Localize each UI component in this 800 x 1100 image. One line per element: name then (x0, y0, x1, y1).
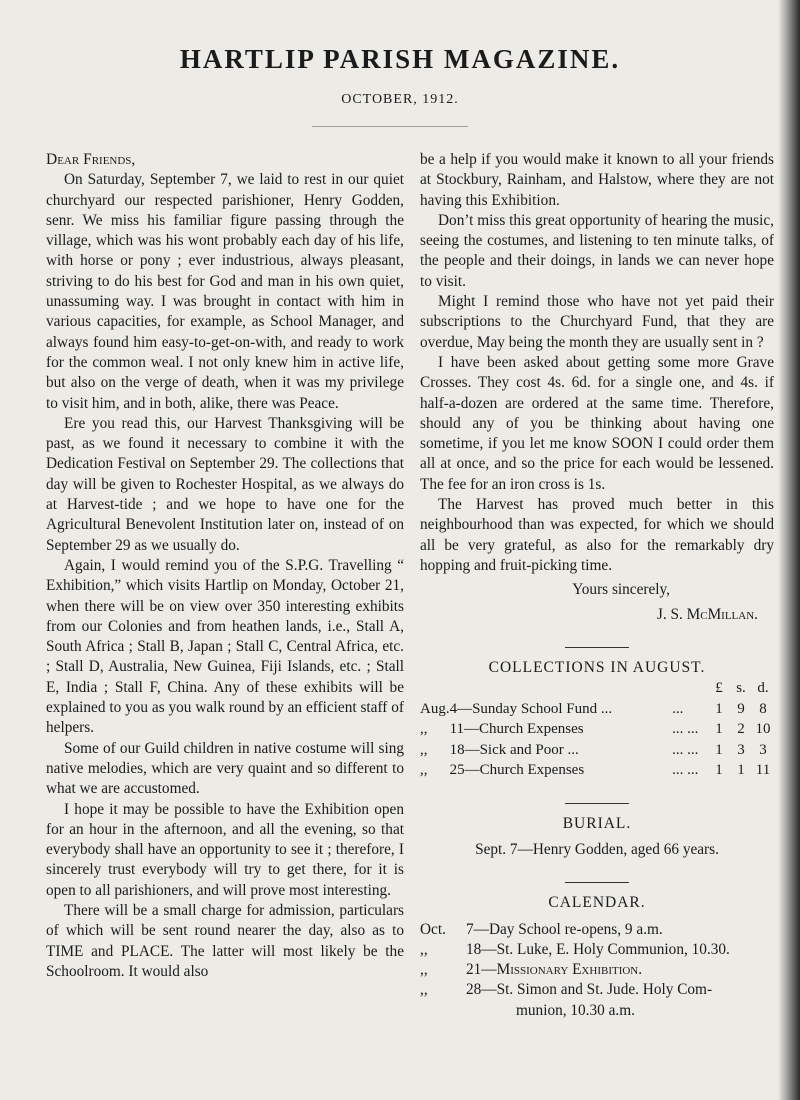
calendar-month: ,, (420, 940, 428, 958)
section-divider (565, 647, 629, 648)
section-divider (565, 803, 629, 804)
row-shillings: 2 (737, 721, 745, 738)
letter-paragraph: Don’t miss this great opportunity of hearing the music, seeing the costumes, and listening to ten minute talks, of the people and their doings, in lands we can never hope to visit. (420, 211, 774, 290)
row-pence: 8 (759, 700, 767, 717)
collections-table (420, 678, 774, 781)
row-shillings: 3 (737, 741, 745, 758)
letter-paragraph: Might I remind those who have not yet paid their subscriptions to the Churchyard Fund, that they are overdue, May being the month they are usually sent in ? (420, 293, 774, 351)
row-leader: ... ... (672, 762, 699, 779)
page-edge-shadow (778, 0, 800, 1100)
header-divider (312, 126, 468, 127)
letter-paragraph: Again, I would remind you of the S.P.G. Travelling “ Exhibition,” which visits Hartlip on Monday, October 21, when there will be on view over 350 interesting exhibits from our Colonies and from heathen lands, i.e., Stall A, South Africa ; Stall B, Japan ; Stall C, Central Africa, etc. ; Stall D, Australia, New Guinea, Fiji Islands, etc. ; Stall E, India ; Stall F, China. Any of these exhibits will be explained to you as you walk round by an efficient staff of helpers. (46, 556, 404, 737)
letter-paragraph: I hope it may be possible to have the Exhibition open for an hour in the afternoon, and all the evening, so that everybody shall have an opportunity to see it ; therefore, I sincerely trust everybody will try to get there, for it is open to all parishioners, and will prove most interesting. (46, 800, 404, 899)
table-row (420, 740, 774, 761)
calendar-list (420, 920, 774, 1021)
section-divider (565, 882, 629, 883)
row-label: 18—Sick and Poor ... (449, 741, 579, 758)
row-pounds: 1 (715, 700, 723, 717)
issue-date: OCTOBER, 1912. (341, 92, 459, 107)
list-item (420, 980, 774, 1000)
magazine-masthead: HARTLIP PARISH MAGAZINE. (179, 44, 621, 74)
row-pounds: 1 (715, 741, 723, 758)
row-pounds: 1 (715, 762, 723, 779)
letter-column-right (420, 150, 774, 1021)
calendar-month: ,, (420, 981, 428, 999)
calendar-text: 18—St. Luke, E. Holy Communion, 10.30. (466, 940, 730, 958)
shillings-header: s. (736, 680, 746, 697)
table-row (420, 719, 774, 740)
pounds-header: £ (715, 680, 723, 697)
row-leader: ... ... (672, 741, 699, 758)
table-row (420, 760, 774, 781)
row-leader: ... ... (672, 721, 699, 738)
list-item (420, 960, 774, 980)
collections-header-row (420, 678, 774, 699)
calendar-title: CALENDAR. (548, 894, 646, 912)
collections-title: COLLECTIONS IN AUGUST. (488, 658, 706, 676)
calendar-text: 7—Day School re-opens, 9 a.m. (466, 920, 663, 938)
calendar-month: ,, (420, 961, 428, 979)
row-leader: ... (672, 700, 684, 717)
letter-column-left (46, 150, 404, 982)
row-label: 4—Sunday School Fund ... (449, 700, 613, 717)
letter-paragraph: Some of our Guild children in native costume will sing native melodies, which are very quaint and so different to what we are accustomed. (46, 739, 404, 798)
row-month: Aug. (420, 700, 450, 717)
list-item (420, 920, 774, 940)
row-pence: 11 (755, 762, 771, 779)
calendar-text: 21—Missionary Exhibition. (466, 961, 643, 979)
calendar-text: 28—St. Simon and St. Jude. Holy Com- (466, 981, 713, 999)
row-month: ,, (420, 741, 428, 758)
row-month: ,, (420, 762, 428, 779)
letter-paragraph: Ere you read this, our Harvest Thanksgiving will be past, as we found it necessary to combine it with the Dedication Festival on September 29. The collections that day will be given to Rochester Hospital, as we always do at Harvest-tide ; and we hope to have one for the Agricultural Benevolent Institution later on, instead of on September 29 as we usually do. (46, 414, 404, 554)
letter-paragraph: On Saturday, September 7, we laid to rest in our quiet churchyard our respected parishioner, Henry Godden, senr. We miss his familiar figure passing through the village, which was his wont probably each day of his life, with horse or pony ; ever industrious, always pleasant, striving to do his best for God and man in his own quiet, unassuming way. I was brought in contact with him in various capacities, for example, as School Manager, and always found him easy-to-get-on-with, and ready to work for the common weal. I not only knew him in active life, but also on the verge of death, when it was my privilege to visit him, and in both, alike, there was Peace. (46, 171, 404, 412)
letter-paragraph-split: be a help if you would make it known to all your friends at Stockbury, Rainham, and Halstow, where they are not having this Exhibition. (420, 151, 774, 209)
row-shillings: 9 (737, 700, 745, 717)
row-label: 25—Church Expenses (449, 762, 585, 779)
calendar-month: Oct. (420, 920, 446, 938)
letter-salutation: Dear Friends, (46, 151, 136, 168)
row-pence: 3 (759, 741, 767, 758)
row-shillings: 1 (737, 762, 745, 779)
letter-signoff: Yours sincerely, (572, 581, 670, 599)
row-month: ,, (420, 721, 428, 738)
calendar-continuation: munion, 10.30 a.m. (516, 1001, 635, 1019)
pence-header: d. (757, 680, 769, 697)
table-row (420, 699, 774, 720)
row-label: 11—Church Expenses (449, 721, 584, 738)
letter-signature: J. S. McMillan. (656, 605, 758, 623)
letter-paragraph-split: There will be a small charge for admission, particulars of which will be sent round nearer the day, also as to TIME and PLACE. The latter will most likely be the Schoolroom. It would also (46, 901, 404, 980)
row-pounds: 1 (715, 721, 723, 738)
burial-title: BURIAL. (562, 814, 632, 832)
letter-paragraph: I have been asked about getting some more Grave Crosses. They cost 4s. 6d. for a single one, and 4s. if half-a-dozen are ordered at the same time. Therefore, should any of you be thinking about having one sometime, if you let me know SOON I could order them all at once, and so the price for each would be lessened. The fee for an iron cross is 1s. (420, 353, 774, 493)
letter-paragraph: The Harvest has proved much better in this neighbourhood than was expected, for which we should all be very grateful, as also for the remarkably dry hopping and fruit-picking time. (420, 496, 774, 574)
list-item (420, 940, 774, 960)
burial-entry: Sept. 7—Henry Godden, aged 66 years. (475, 840, 719, 858)
row-pence: 10 (755, 721, 771, 738)
